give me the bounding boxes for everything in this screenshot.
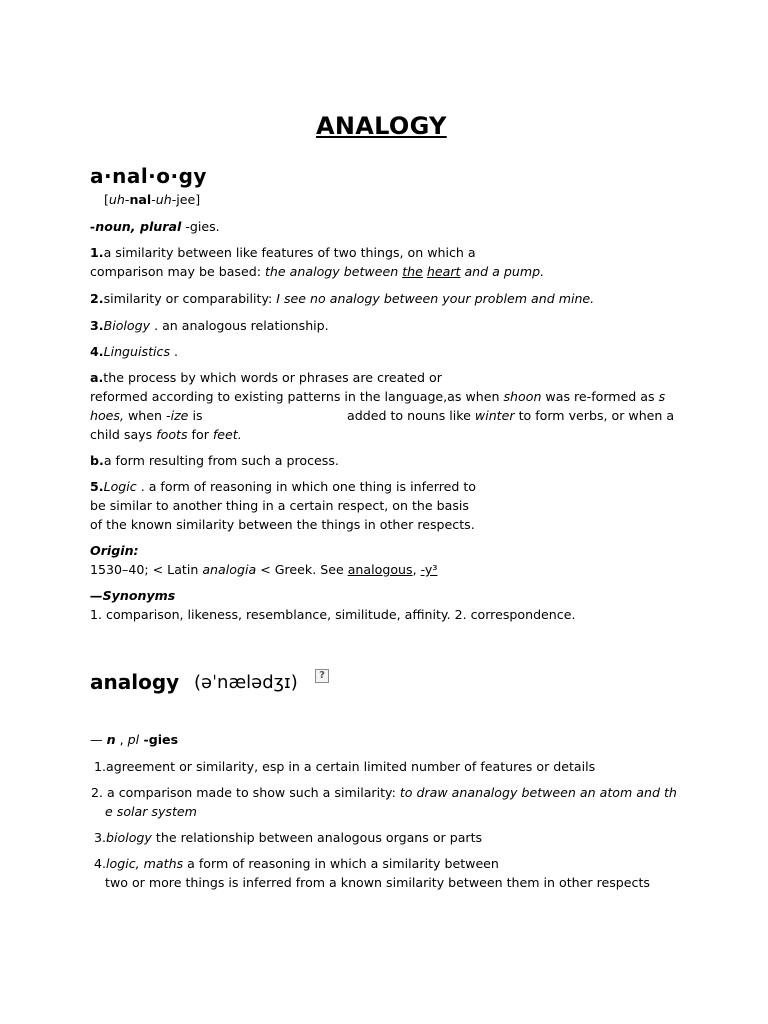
def-text: a comparison made to show such a similarity: xyxy=(103,785,400,800)
synonyms-label: —Synonyms xyxy=(90,588,176,603)
entry2-definition-3 xyxy=(94,828,482,847)
definition-4a-line-3a xyxy=(90,406,203,425)
question-mark-icon[interactable]: ? xyxy=(315,669,329,683)
pron-syllable-stressed: nal xyxy=(129,192,152,207)
pos-separator: , xyxy=(115,732,128,747)
def-text: added to nouns like xyxy=(347,408,475,423)
def-text: . an analogous relationship. xyxy=(150,318,329,333)
field-label: Logic xyxy=(103,479,137,494)
def-example: winter xyxy=(474,408,515,423)
def-number: 4. xyxy=(94,856,107,871)
def-text: for xyxy=(187,427,213,442)
def-example: feet. xyxy=(212,427,242,442)
definition-4a-line-2 xyxy=(90,387,665,406)
def-number: 2. xyxy=(91,785,104,800)
origin-text xyxy=(90,560,437,579)
def-text: a form of reasoning in which a similarity between xyxy=(183,856,499,871)
pos-plural: -gies. xyxy=(181,219,220,234)
definition-5-line-3: of the known similarity between the things in other respects. xyxy=(90,517,475,532)
def-number: 5. xyxy=(90,479,104,494)
link-the[interactable]: the xyxy=(402,264,423,279)
def-text: a similarity between like features of two things, on which a xyxy=(103,245,476,260)
entry1-part-of-speech xyxy=(90,217,220,236)
origin-label: Origin: xyxy=(90,543,139,558)
entry2-definition-1 xyxy=(94,757,595,776)
entry2-headword: analogy xyxy=(90,670,180,694)
def-example: to draw ananalogy between an atom and th xyxy=(399,785,677,800)
def-example: shoon xyxy=(503,389,542,404)
origin-latin-word: analogia xyxy=(202,562,257,577)
link-analogous[interactable]: analogous xyxy=(347,562,413,577)
origin-greek: < Greek. See xyxy=(256,562,348,577)
definition-4a-line-3b xyxy=(347,406,674,425)
entry2-definition-2-line-2: e solar system xyxy=(105,804,197,819)
field-label: logic, maths xyxy=(106,856,184,871)
entry1-headword: a·nal·o·gy xyxy=(90,164,207,188)
field-label: Linguistics xyxy=(103,344,171,359)
def-letter: a. xyxy=(90,370,104,385)
field-label: Biology xyxy=(103,318,151,333)
def-text: similarity or comparability: xyxy=(103,291,277,306)
pos-label: -noun, plural xyxy=(90,219,182,234)
definition-5-line-2: be similar to another thing in a certain respect, on the basis xyxy=(90,498,469,513)
definition-1-line-2 xyxy=(90,262,544,281)
def-text: the relationship between analogous organs or parts xyxy=(151,830,483,845)
def-example: and a pump. xyxy=(460,264,545,279)
link-heart[interactable]: heart xyxy=(426,264,461,279)
def-text: is xyxy=(188,408,203,423)
def-text: comparison may be based: xyxy=(90,264,265,279)
def-text: child says xyxy=(90,427,157,442)
def-number: 3. xyxy=(90,318,104,333)
pos-dash: — xyxy=(90,732,107,747)
def-example: hoes, xyxy=(90,408,124,423)
pron-hyphen: - xyxy=(124,192,130,207)
pron-syllable-1: uh xyxy=(108,192,125,207)
pron-syllable-4: -jee] xyxy=(171,192,201,207)
synonyms-text: 1. comparison, likeness, resemblance, similitude, affinity. 2. correspondence. xyxy=(90,607,576,622)
field-label: biology xyxy=(106,830,152,845)
origin-date: 1530–40; < Latin xyxy=(90,562,203,577)
page-title: ANALOGY xyxy=(316,112,447,140)
definition-2 xyxy=(90,289,594,308)
definition-4 xyxy=(90,342,178,361)
def-text: the process by which words or phrases are created or xyxy=(103,370,442,385)
pron-hyphen: - xyxy=(151,192,156,207)
def-text: . a form of reasoning in which one thing is inferred to xyxy=(136,479,477,494)
def-text: a form resulting from such a process. xyxy=(103,453,339,468)
definition-1 xyxy=(90,243,476,262)
pron-open: [ xyxy=(104,192,109,207)
def-text: agreement or similarity, esp in a certain limited number of features or details xyxy=(106,759,596,774)
pos-plural-label: pl xyxy=(127,732,140,747)
pos-noun: n xyxy=(106,732,116,747)
def-example: s xyxy=(658,389,666,404)
def-text: reformed according to existing patterns in the language,as when xyxy=(90,389,504,404)
def-example: I see no analogy between your problem and mine. xyxy=(276,291,595,306)
entry2-definition-4 xyxy=(94,854,499,873)
entry2-definition-4-line-2: two or more things is inferred from a known similarity between them in other respects xyxy=(105,875,650,890)
entry2-definition-2 xyxy=(91,783,677,802)
origin-separator: , xyxy=(412,562,421,577)
def-text: was re-formed as xyxy=(541,389,659,404)
definition-5 xyxy=(90,477,476,496)
def-number: 2. xyxy=(90,291,104,306)
def-number: 1. xyxy=(90,245,104,260)
link-y-suffix[interactable]: -y³ xyxy=(420,562,438,577)
def-letter: b. xyxy=(90,453,104,468)
entry2-pronunciation: (əˈnælədʒɪ) xyxy=(194,672,298,693)
def-example: the analogy between xyxy=(264,264,403,279)
def-number: 4. xyxy=(90,344,104,359)
entry1-pronunciation xyxy=(104,190,200,209)
definition-4b xyxy=(90,451,339,470)
definition-4a-line-4 xyxy=(90,425,242,444)
def-example: -ize xyxy=(166,408,189,423)
def-number: 1. xyxy=(94,759,107,774)
definition-3 xyxy=(90,316,329,335)
def-text: when xyxy=(124,408,167,423)
def-number: 3. xyxy=(94,830,107,845)
def-example: foots xyxy=(156,427,188,442)
def-text: . xyxy=(170,344,179,359)
def-text: to form verbs, or when a xyxy=(514,408,675,423)
pron-syllable-3: uh xyxy=(155,192,172,207)
entry2-part-of-speech xyxy=(90,730,178,749)
pos-plural: -gies xyxy=(139,732,179,747)
definition-4a xyxy=(90,368,442,387)
